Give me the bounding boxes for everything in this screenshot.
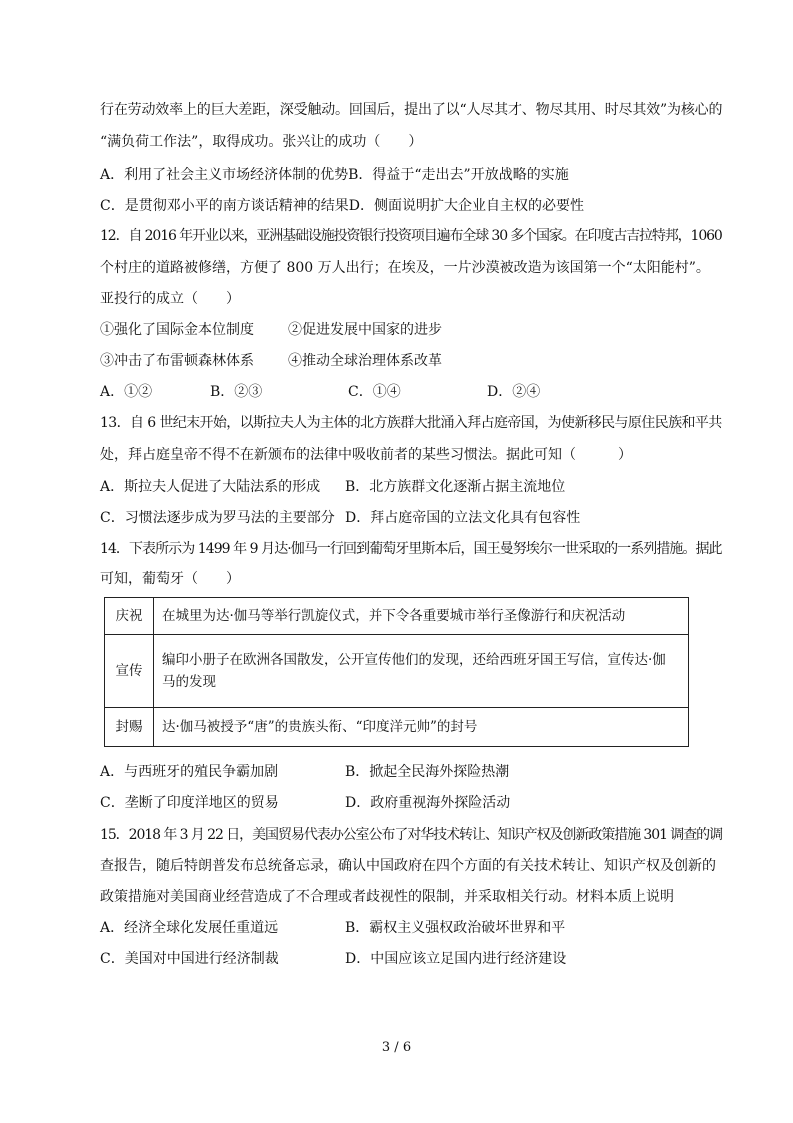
q13-option-c: C．习惯法逐步成为罗马法的主要部分 [100, 510, 335, 526]
table-row-text-line2: 马的发现 [162, 674, 216, 690]
q14-line2: 可知，葡萄牙（ ） [100, 571, 240, 587]
table-row-text: 达·伽马被授予“唐”的贵族头衔、“印度洋元帅”的封号 [154, 708, 689, 747]
q15-line2: 查报告，随后特朗普发布总统备忘录，确认中国政府在四个方面的有关技术转让、知识产权及创新的 [100, 858, 716, 874]
q11-line2: “满负荷工作法”，取得成功。张兴让的成功（ ） [100, 134, 423, 150]
q14-measures-table [104, 597, 689, 747]
q12-option-d: D．②④ [487, 384, 541, 400]
q11-option-c: C．是贯彻邓小平的南方谈话精神的结果 [100, 198, 349, 214]
q14-option-c: C．垄断了印度洋地区的贸易 [100, 795, 279, 811]
q14-option-d: D．政府重视海外探险活动 [345, 795, 511, 811]
q11-options-row2 [100, 196, 584, 216]
q14-option-a: A．与西班牙的殖民争霸加剧 [100, 764, 279, 780]
q13-line1: 13．自 6 世纪末开始，以斯拉夫人为主体的北方族群大批涌入拜占庭帝国，为使新移民与原住民族和平共 [100, 415, 722, 431]
q15-line3: 政策措施对美国商业经营造成了不合理或者歧视性的限制，并采取相关行动。材料本质上说明 [100, 889, 674, 905]
table-row-text-line1: 编印小册子在欧洲各国散发，公开宣传他们的发现，还给西班牙国王写信，宣传达·伽 [162, 652, 666, 668]
q12-option-a: A．①② [100, 384, 153, 400]
table-row [105, 708, 689, 747]
q15-line1: 15．2018 年 3 月 22 日，美国贸易代表办公室公布了对华技术转让、知识产权及创新政策措施 301 调查的调 [100, 827, 723, 843]
q11-option-b: B．得益于“走出去”开放战略的实施 [348, 167, 569, 183]
table-row-text: 在城里为达·伽马等举行凯旋仪式，并下令各重要城市举行圣像游行和庆祝活动 [154, 598, 689, 635]
q15-option-c: C．美国对中国进行经济制裁 [100, 951, 279, 967]
table-row-text [154, 635, 689, 708]
table-row [105, 635, 689, 708]
q13-option-d: D．拜占庭帝国的立法文化具有包容性 [345, 510, 581, 526]
q12-option-c: C．①④ [348, 384, 401, 400]
q11-option-a: A．利用了社会主义市场经济体制的优势 [100, 167, 349, 183]
q13-line2: 处，拜占庭皇帝不得不在新颁布的法律中吸收前者的某些习惯法。据此可知（ ） [100, 447, 632, 463]
page-number: 3 / 6 [381, 1040, 412, 1055]
table-row-label: 庆祝 [105, 598, 154, 635]
q15-option-d: D．中国应该立足国内进行经济建设 [345, 951, 567, 967]
q12-option-b: B．②③ [210, 384, 263, 400]
q14-line1: 14．下表所示为 1499 年 9 月达·伽马一行回到葡萄牙里斯本后，国王曼努埃尔一世采取的一系列措施。据此 [100, 541, 722, 557]
q11-line1: 行在劳动效率上的巨大差距，深受触动。回国后，提出了以“人尽其才、物尽其用、时尽其效”为核心的 [100, 102, 723, 118]
q12-item4: ④推动全球治理体系改革 [288, 353, 442, 369]
q12-line1: 12．自 2016 年开业以来，亚洲基础设施投资银行投资项目遍布全球 30 多个国家。在印度古吉拉特邦，1060 [100, 228, 722, 244]
table-row-label: 宣传 [105, 635, 154, 708]
q11-options-row1 [100, 165, 569, 185]
q12-item3: ③冲击了布雷顿森林体系 [100, 353, 254, 369]
q12-item2: ②促进发展中国家的进步 [288, 322, 442, 338]
q11-option-d: D．侧面说明扩大企业自主权的必要性 [348, 198, 584, 214]
q12-line2: 个村庄的道路被修缮，方便了 800 万人出行；在埃及，一片沙漠被改造为该国第一个“太阳能村”。 [100, 260, 710, 276]
q15-option-a: A．经济全球化发展任重道远 [100, 920, 279, 936]
q14-option-b: B．掀起全民海外探险热潮 [345, 764, 510, 780]
q13-option-a: A．斯拉夫人促进了大陆法系的形成 [100, 479, 321, 495]
q13-option-b: B．北方族群文化逐渐占据主流地位 [345, 479, 566, 495]
table-row-label: 封赐 [105, 708, 154, 747]
table-row [105, 598, 689, 635]
q15-option-b: B．霸权主义强权政治破坏世界和平 [345, 920, 566, 936]
q12-item1: ①强化了国际金本位制度 [100, 322, 254, 338]
q12-line3: 亚投行的成立（ ） [100, 291, 240, 307]
